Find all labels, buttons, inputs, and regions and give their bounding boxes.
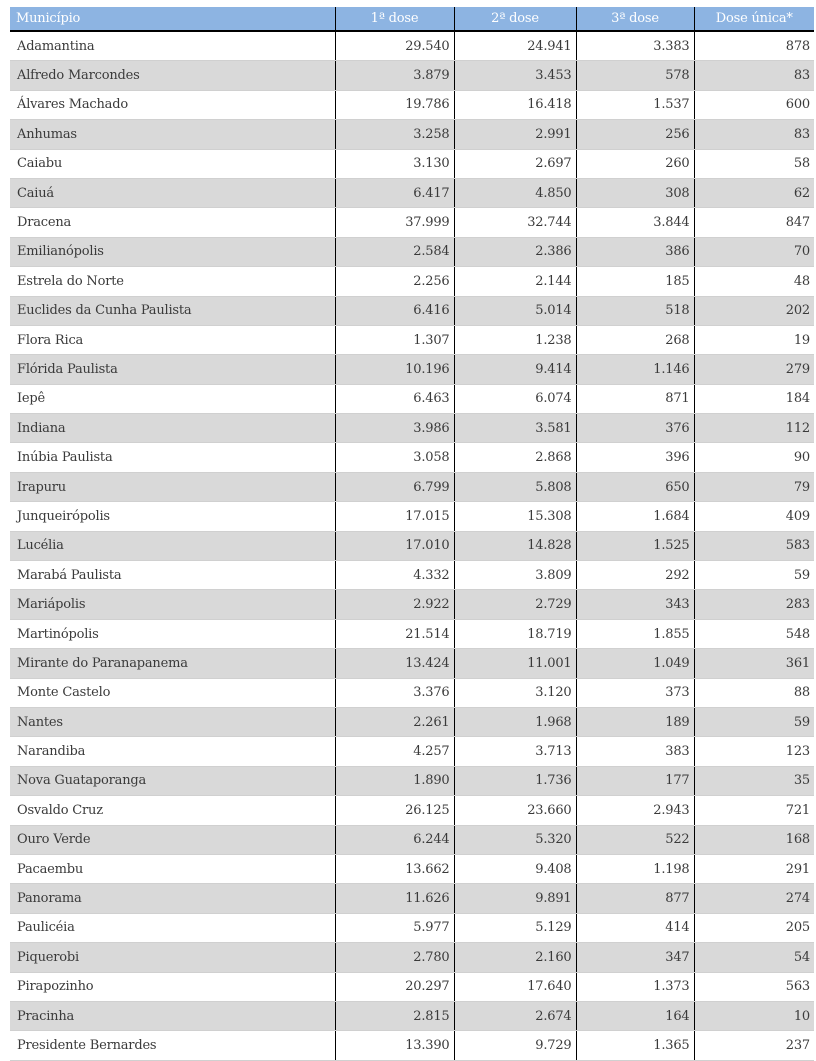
cell-single-dose: 58 xyxy=(694,149,814,178)
cell-first-dose: 10.196 xyxy=(335,355,454,384)
table-row xyxy=(10,296,814,325)
cell-single-dose: 48 xyxy=(694,267,814,296)
cell-municipio: Álvares Machado xyxy=(10,90,335,119)
table-row xyxy=(10,31,814,61)
cell-third-dose: 1.365 xyxy=(576,1031,694,1060)
table-row xyxy=(10,325,814,354)
cell-single-dose: 59 xyxy=(694,707,814,736)
table-row xyxy=(10,414,814,443)
header-municipio: Município xyxy=(10,7,335,31)
cell-first-dose: 11.626 xyxy=(335,884,454,913)
cell-single-dose: 409 xyxy=(694,502,814,531)
cell-municipio: Pirapozinho xyxy=(10,972,335,1001)
cell-first-dose: 13.662 xyxy=(335,854,454,883)
header-second-dose: 2ª dose xyxy=(454,7,576,31)
cell-third-dose: 1.146 xyxy=(576,355,694,384)
cell-municipio: Marabá Paulista xyxy=(10,561,335,590)
cell-first-dose: 3.986 xyxy=(335,414,454,443)
cell-single-dose: 847 xyxy=(694,208,814,237)
cell-second-dose: 9.891 xyxy=(454,884,576,913)
cell-first-dose: 37.999 xyxy=(335,208,454,237)
cell-third-dose: 871 xyxy=(576,384,694,413)
cell-municipio: Pacaembu xyxy=(10,854,335,883)
cell-third-dose: 522 xyxy=(576,825,694,854)
table-row xyxy=(10,943,814,972)
cell-first-dose: 13.390 xyxy=(335,1031,454,1060)
cell-first-dose: 3.130 xyxy=(335,149,454,178)
cell-third-dose: 1.049 xyxy=(576,649,694,678)
cell-third-dose: 3.383 xyxy=(576,31,694,61)
cell-municipio: Euclides da Cunha Paulista xyxy=(10,296,335,325)
cell-single-dose: 19 xyxy=(694,325,814,354)
cell-municipio: Indiana xyxy=(10,414,335,443)
cell-third-dose: 650 xyxy=(576,472,694,501)
cell-municipio: Osvaldo Cruz xyxy=(10,796,335,825)
cell-single-dose: 83 xyxy=(694,61,814,90)
table-row xyxy=(10,1001,814,1030)
cell-single-dose: 168 xyxy=(694,825,814,854)
cell-single-dose: 878 xyxy=(694,31,814,61)
cell-third-dose: 343 xyxy=(576,590,694,619)
cell-third-dose: 373 xyxy=(576,678,694,707)
cell-single-dose: 123 xyxy=(694,737,814,766)
cell-second-dose: 2.160 xyxy=(454,943,576,972)
cell-third-dose: 164 xyxy=(576,1001,694,1030)
cell-municipio: Mirante do Paranapanema xyxy=(10,649,335,678)
cell-municipio: Estrela do Norte xyxy=(10,267,335,296)
cell-third-dose: 376 xyxy=(576,414,694,443)
cell-second-dose: 2.729 xyxy=(454,590,576,619)
cell-single-dose: 274 xyxy=(694,884,814,913)
cell-second-dose: 3.581 xyxy=(454,414,576,443)
cell-second-dose: 1.968 xyxy=(454,707,576,736)
cell-third-dose: 1.373 xyxy=(576,972,694,1001)
cell-first-dose: 2.922 xyxy=(335,590,454,619)
cell-single-dose: 205 xyxy=(694,913,814,942)
cell-municipio: Iepê xyxy=(10,384,335,413)
cell-municipio: Paulicéia xyxy=(10,913,335,942)
cell-third-dose: 260 xyxy=(576,149,694,178)
table-row xyxy=(10,619,814,648)
cell-third-dose: 1.537 xyxy=(576,90,694,119)
table-row xyxy=(10,707,814,736)
cell-second-dose: 9.414 xyxy=(454,355,576,384)
cell-single-dose: 583 xyxy=(694,531,814,560)
cell-first-dose: 6.799 xyxy=(335,472,454,501)
cell-second-dose: 14.828 xyxy=(454,531,576,560)
cell-second-dose: 5.129 xyxy=(454,913,576,942)
cell-second-dose: 1.736 xyxy=(454,766,576,795)
cell-second-dose: 2.674 xyxy=(454,1001,576,1030)
cell-first-dose: 6.417 xyxy=(335,178,454,207)
cell-municipio: Panorama xyxy=(10,884,335,913)
cell-second-dose: 3.453 xyxy=(454,61,576,90)
table-row xyxy=(10,649,814,678)
cell-single-dose: 237 xyxy=(694,1031,814,1060)
cell-third-dose: 383 xyxy=(576,737,694,766)
cell-first-dose: 13.424 xyxy=(335,649,454,678)
cell-municipio: Nantes xyxy=(10,707,335,736)
cell-third-dose: 518 xyxy=(576,296,694,325)
table-row xyxy=(10,502,814,531)
table-row xyxy=(10,913,814,942)
cell-single-dose: 79 xyxy=(694,472,814,501)
cell-single-dose: 202 xyxy=(694,296,814,325)
cell-second-dose: 2.697 xyxy=(454,149,576,178)
table-row xyxy=(10,825,814,854)
table-row xyxy=(10,796,814,825)
cell-second-dose: 1.238 xyxy=(454,325,576,354)
cell-second-dose: 2.868 xyxy=(454,443,576,472)
cell-third-dose: 1.855 xyxy=(576,619,694,648)
cell-second-dose: 5.808 xyxy=(454,472,576,501)
cell-second-dose: 2.386 xyxy=(454,237,576,266)
cell-third-dose: 347 xyxy=(576,943,694,972)
cell-single-dose: 279 xyxy=(694,355,814,384)
cell-single-dose: 54 xyxy=(694,943,814,972)
cell-municipio: Junqueirópolis xyxy=(10,502,335,531)
cell-single-dose: 600 xyxy=(694,90,814,119)
cell-second-dose: 17.640 xyxy=(454,972,576,1001)
cell-first-dose: 17.015 xyxy=(335,502,454,531)
table-row xyxy=(10,443,814,472)
cell-first-dose: 6.244 xyxy=(335,825,454,854)
cell-third-dose: 1.198 xyxy=(576,854,694,883)
cell-third-dose: 1.525 xyxy=(576,531,694,560)
vaccination-table xyxy=(10,7,814,1061)
cell-single-dose: 62 xyxy=(694,178,814,207)
cell-municipio: Martinópolis xyxy=(10,619,335,648)
cell-single-dose: 283 xyxy=(694,590,814,619)
cell-second-dose: 18.719 xyxy=(454,619,576,648)
cell-single-dose: 563 xyxy=(694,972,814,1001)
table-row xyxy=(10,237,814,266)
table-row xyxy=(10,149,814,178)
cell-single-dose: 88 xyxy=(694,678,814,707)
table-row xyxy=(10,472,814,501)
cell-municipio: Ouro Verde xyxy=(10,825,335,854)
header-row xyxy=(10,7,814,31)
table-row xyxy=(10,590,814,619)
cell-municipio: Presidente Bernardes xyxy=(10,1031,335,1060)
cell-third-dose: 308 xyxy=(576,178,694,207)
cell-second-dose: 15.308 xyxy=(454,502,576,531)
table-row xyxy=(10,531,814,560)
cell-single-dose: 70 xyxy=(694,237,814,266)
cell-second-dose: 3.713 xyxy=(454,737,576,766)
table-row xyxy=(10,737,814,766)
header-single-dose: Dose única* xyxy=(694,7,814,31)
table-row xyxy=(10,1031,814,1060)
cell-first-dose: 1.307 xyxy=(335,325,454,354)
cell-second-dose: 2.144 xyxy=(454,267,576,296)
header-third-dose: 3ª dose xyxy=(576,7,694,31)
cell-second-dose: 23.660 xyxy=(454,796,576,825)
table-row xyxy=(10,355,814,384)
cell-single-dose: 548 xyxy=(694,619,814,648)
cell-third-dose: 578 xyxy=(576,61,694,90)
cell-third-dose: 3.844 xyxy=(576,208,694,237)
vaccination-table-page xyxy=(10,7,814,1061)
cell-municipio: Monte Castelo xyxy=(10,678,335,707)
table-row xyxy=(10,120,814,149)
cell-municipio: Dracena xyxy=(10,208,335,237)
cell-first-dose: 2.256 xyxy=(335,267,454,296)
cell-third-dose: 1.684 xyxy=(576,502,694,531)
cell-second-dose: 11.001 xyxy=(454,649,576,678)
table-row xyxy=(10,972,814,1001)
table-row xyxy=(10,178,814,207)
table-row xyxy=(10,208,814,237)
header-first-dose: 1ª dose xyxy=(335,7,454,31)
cell-municipio: Emilianópolis xyxy=(10,237,335,266)
cell-first-dose: 21.514 xyxy=(335,619,454,648)
cell-municipio: Caiabu xyxy=(10,149,335,178)
cell-municipio: Flora Rica xyxy=(10,325,335,354)
cell-third-dose: 268 xyxy=(576,325,694,354)
cell-second-dose: 2.991 xyxy=(454,120,576,149)
cell-single-dose: 83 xyxy=(694,120,814,149)
cell-first-dose: 2.261 xyxy=(335,707,454,736)
cell-third-dose: 189 xyxy=(576,707,694,736)
cell-municipio: Caiuá xyxy=(10,178,335,207)
cell-municipio: Adamantina xyxy=(10,31,335,61)
cell-single-dose: 90 xyxy=(694,443,814,472)
cell-first-dose: 17.010 xyxy=(335,531,454,560)
cell-first-dose: 1.890 xyxy=(335,766,454,795)
cell-second-dose: 24.941 xyxy=(454,31,576,61)
cell-municipio: Piquerobi xyxy=(10,943,335,972)
cell-first-dose: 19.786 xyxy=(335,90,454,119)
table-row xyxy=(10,884,814,913)
cell-single-dose: 361 xyxy=(694,649,814,678)
table-row xyxy=(10,61,814,90)
cell-second-dose: 16.418 xyxy=(454,90,576,119)
cell-municipio: Mariápolis xyxy=(10,590,335,619)
cell-first-dose: 4.257 xyxy=(335,737,454,766)
cell-first-dose: 3.376 xyxy=(335,678,454,707)
cell-single-dose: 291 xyxy=(694,854,814,883)
cell-first-dose: 2.584 xyxy=(335,237,454,266)
cell-first-dose: 3.879 xyxy=(335,61,454,90)
cell-first-dose: 5.977 xyxy=(335,913,454,942)
cell-municipio: Flórida Paulista xyxy=(10,355,335,384)
cell-single-dose: 184 xyxy=(694,384,814,413)
cell-municipio: Nova Guataporanga xyxy=(10,766,335,795)
table-row xyxy=(10,766,814,795)
cell-second-dose: 4.850 xyxy=(454,178,576,207)
cell-second-dose: 9.729 xyxy=(454,1031,576,1060)
cell-second-dose: 5.014 xyxy=(454,296,576,325)
table-row xyxy=(10,561,814,590)
cell-municipio: Pracinha xyxy=(10,1001,335,1030)
table-row xyxy=(10,854,814,883)
cell-third-dose: 292 xyxy=(576,561,694,590)
table-row xyxy=(10,384,814,413)
cell-first-dose: 2.815 xyxy=(335,1001,454,1030)
cell-municipio: Anhumas xyxy=(10,120,335,149)
cell-second-dose: 3.809 xyxy=(454,561,576,590)
cell-third-dose: 177 xyxy=(576,766,694,795)
cell-single-dose: 112 xyxy=(694,414,814,443)
table-row xyxy=(10,267,814,296)
cell-second-dose: 6.074 xyxy=(454,384,576,413)
cell-single-dose: 35 xyxy=(694,766,814,795)
cell-municipio: Inúbia Paulista xyxy=(10,443,335,472)
table-row xyxy=(10,90,814,119)
cell-third-dose: 386 xyxy=(576,237,694,266)
table-row xyxy=(10,678,814,707)
cell-first-dose: 6.416 xyxy=(335,296,454,325)
cell-first-dose: 2.780 xyxy=(335,943,454,972)
cell-first-dose: 20.297 xyxy=(335,972,454,1001)
cell-first-dose: 3.258 xyxy=(335,120,454,149)
cell-third-dose: 414 xyxy=(576,913,694,942)
cell-single-dose: 59 xyxy=(694,561,814,590)
cell-municipio: Narandiba xyxy=(10,737,335,766)
table-header xyxy=(10,7,814,31)
cell-third-dose: 2.943 xyxy=(576,796,694,825)
cell-municipio: Alfredo Marcondes xyxy=(10,61,335,90)
cell-municipio: Irapuru xyxy=(10,472,335,501)
cell-third-dose: 185 xyxy=(576,267,694,296)
cell-third-dose: 877 xyxy=(576,884,694,913)
cell-first-dose: 26.125 xyxy=(335,796,454,825)
cell-single-dose: 721 xyxy=(694,796,814,825)
cell-third-dose: 256 xyxy=(576,120,694,149)
cell-first-dose: 3.058 xyxy=(335,443,454,472)
cell-first-dose: 6.463 xyxy=(335,384,454,413)
table-body xyxy=(10,31,814,1060)
cell-single-dose: 10 xyxy=(694,1001,814,1030)
cell-first-dose: 29.540 xyxy=(335,31,454,61)
cell-second-dose: 3.120 xyxy=(454,678,576,707)
cell-second-dose: 5.320 xyxy=(454,825,576,854)
cell-second-dose: 9.408 xyxy=(454,854,576,883)
cell-second-dose: 32.744 xyxy=(454,208,576,237)
cell-first-dose: 4.332 xyxy=(335,561,454,590)
cell-municipio: Lucélia xyxy=(10,531,335,560)
cell-third-dose: 396 xyxy=(576,443,694,472)
